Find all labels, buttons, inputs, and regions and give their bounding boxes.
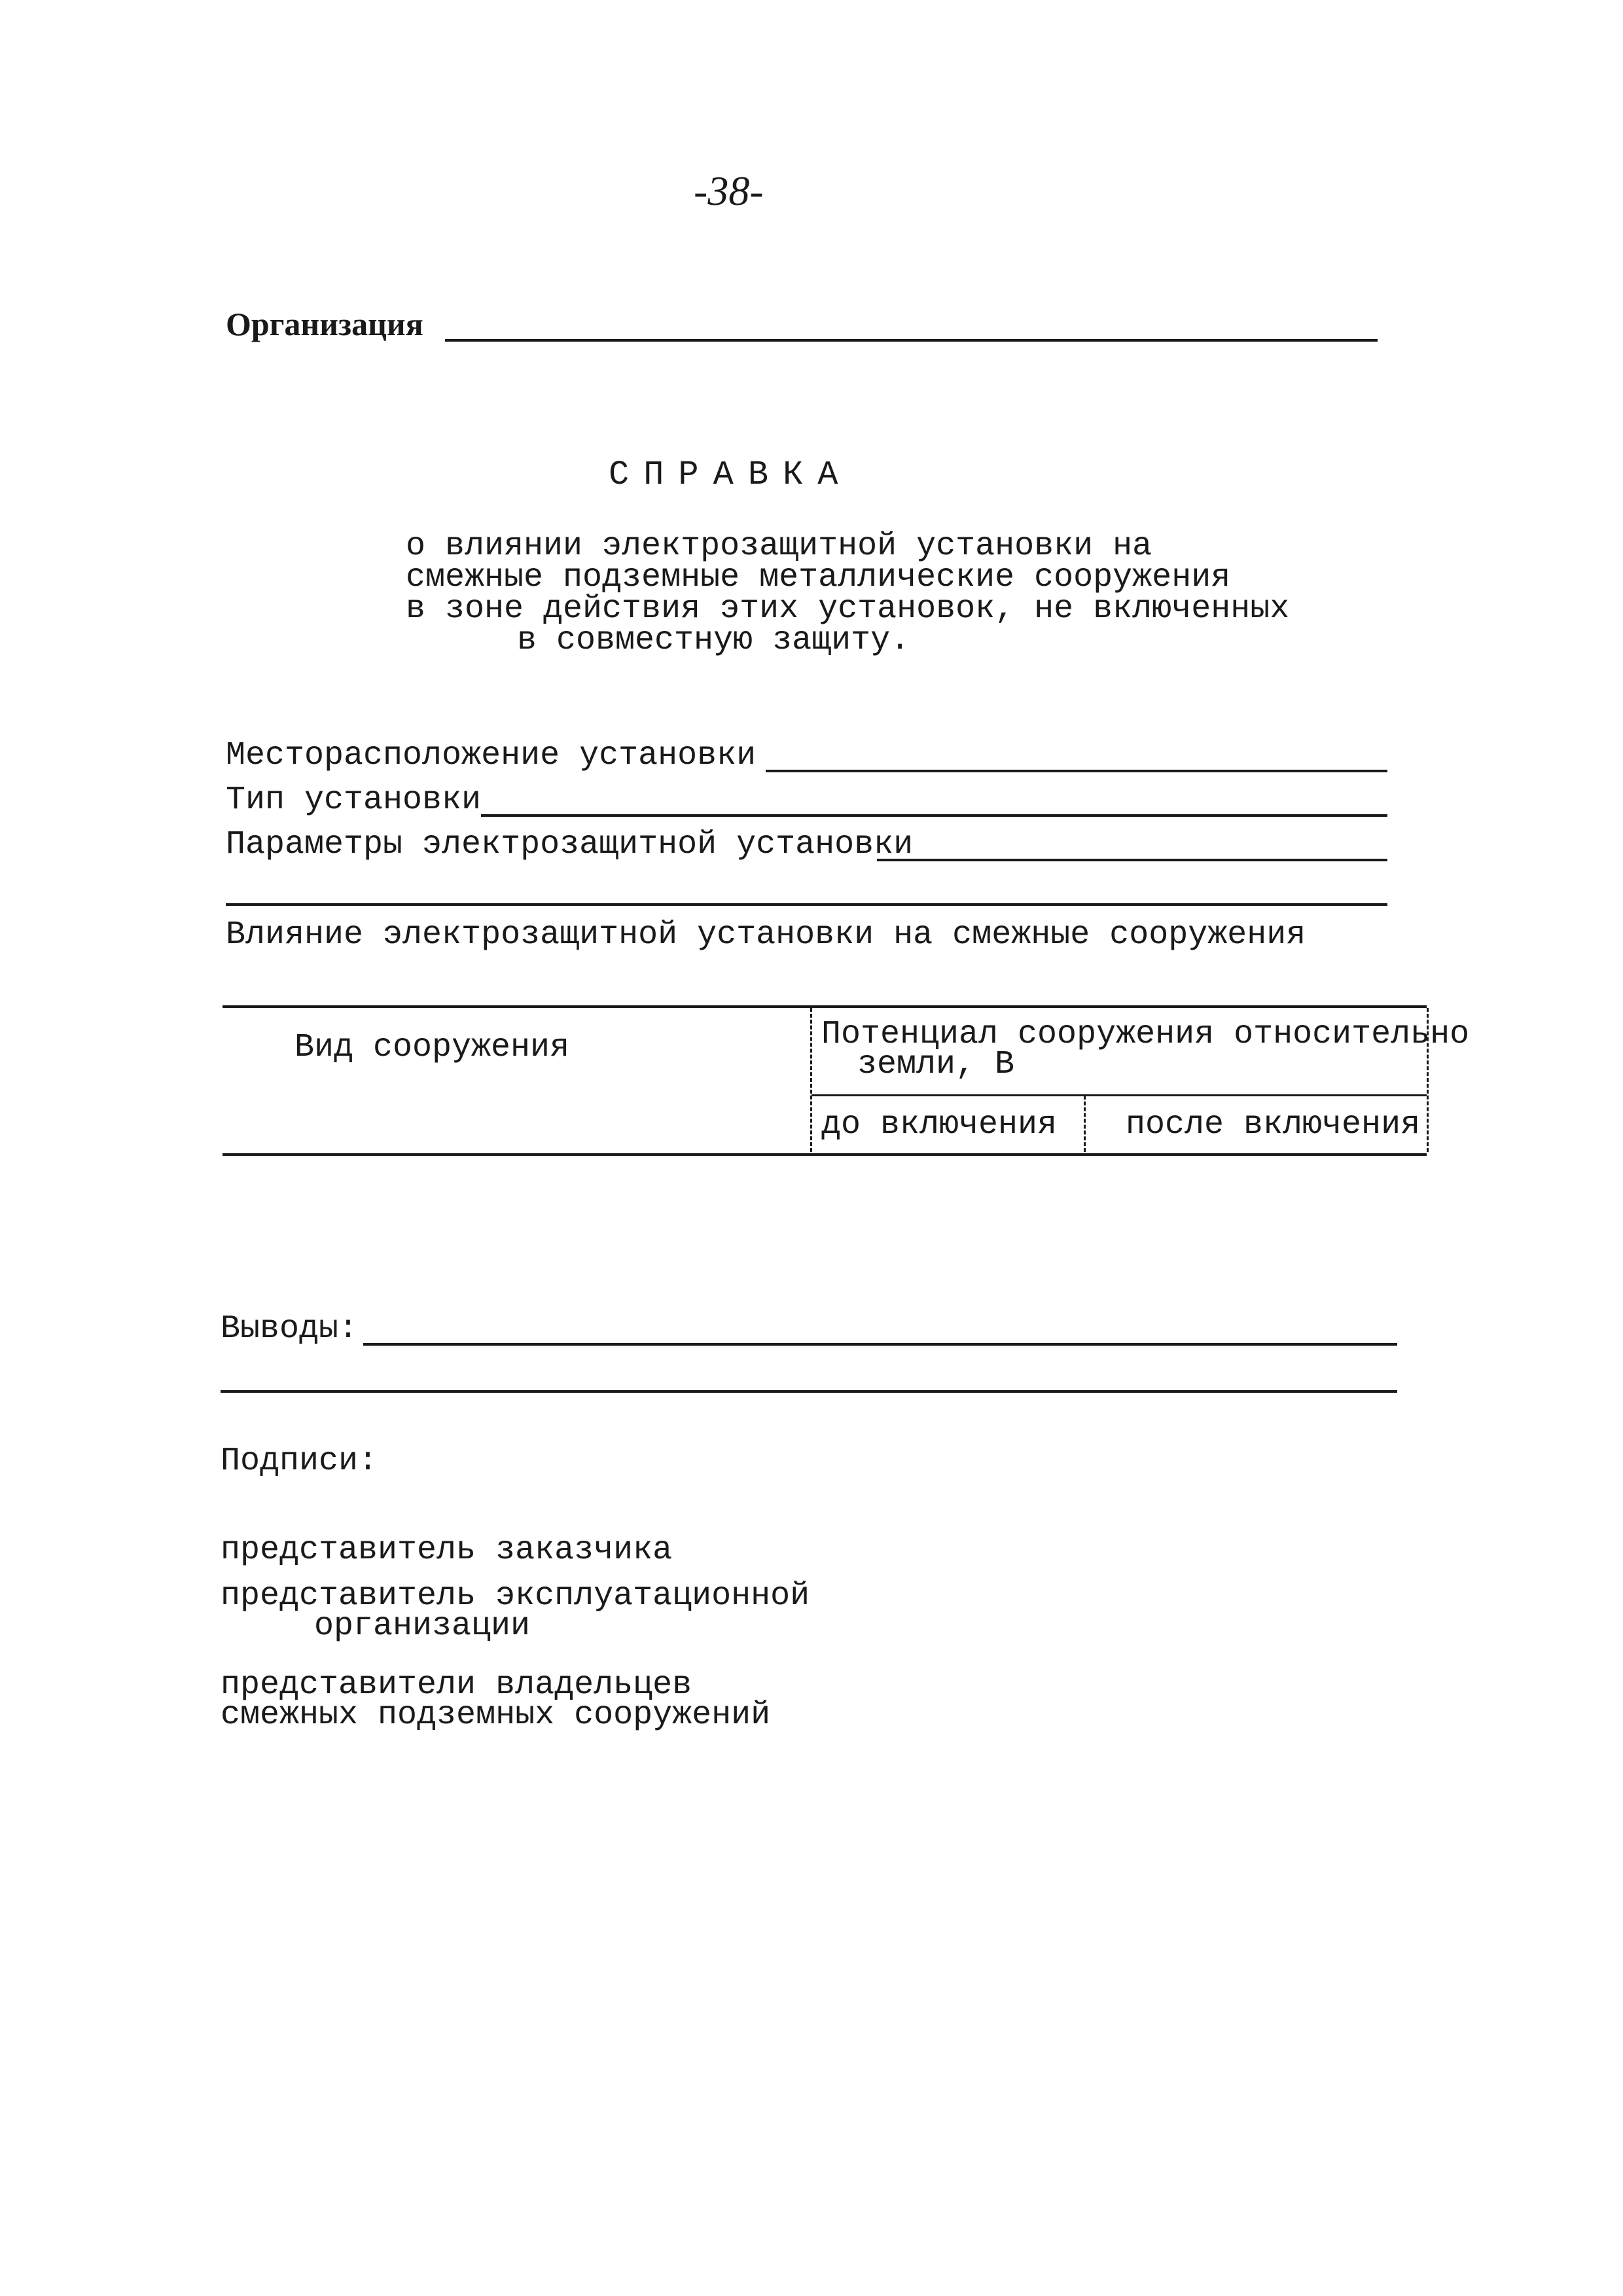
influence-label: Влияние электрозащитной установки на смежные сооружения (226, 916, 1306, 954)
table-header-bottom-rule (223, 1153, 1427, 1156)
params-label: Параметры электрозащитной установки (226, 826, 914, 863)
table-top-rule (223, 1005, 1427, 1008)
document-title: СПРАВКА (609, 456, 853, 494)
signature-owners-rep-line1: представители владельцев (221, 1666, 692, 1704)
table-subcolumn-divider (1084, 1096, 1086, 1152)
location-field-line (766, 770, 1387, 772)
subtitle-line-3: в зоне действия этих установок, не включенных (406, 590, 1290, 628)
signature-owners-rep-line2: смежных подземных сооружений (221, 1696, 771, 1734)
signature-operator-rep-line1: представитель эксплуатационной (221, 1577, 810, 1615)
location-label: Месторасположение установки (226, 737, 757, 774)
organization-label: Организация (226, 306, 423, 342)
signature-operator-rep-line2: организации (314, 1607, 531, 1645)
conclusions-continuation-line (221, 1390, 1397, 1393)
table-header-potential-line2: земли, В (857, 1046, 1015, 1083)
signatures-label: Подписи: (221, 1443, 378, 1480)
signature-customer-rep: представитель заказчика (221, 1532, 673, 1569)
params-continuation-line (226, 903, 1387, 906)
type-label: Тип установки (226, 781, 482, 819)
page-number: -38- (694, 168, 764, 214)
conclusions-field-line (363, 1343, 1397, 1346)
table-header-after: после включения (1126, 1106, 1421, 1143)
table-header-structure-type: Вид сооружения (294, 1029, 570, 1066)
conclusions-label: Выводы: (221, 1310, 359, 1348)
params-field-line (877, 859, 1387, 861)
subtitle-line-2: смежные подземные металлические сооружения (406, 559, 1231, 596)
type-field-line (481, 814, 1387, 817)
table-header-potential-line1: Потенциал сооружения относительно (821, 1016, 1470, 1053)
subtitle-line-1: о влиянии электрозащитной установки на (406, 528, 1152, 565)
table-header-before: до включения (821, 1106, 1058, 1143)
table-subheader-rule (812, 1094, 1427, 1096)
table-divider-vertical (810, 1008, 812, 1152)
subtitle-line-4: в совместную защиту. (517, 622, 910, 659)
organization-field-line (445, 339, 1378, 342)
